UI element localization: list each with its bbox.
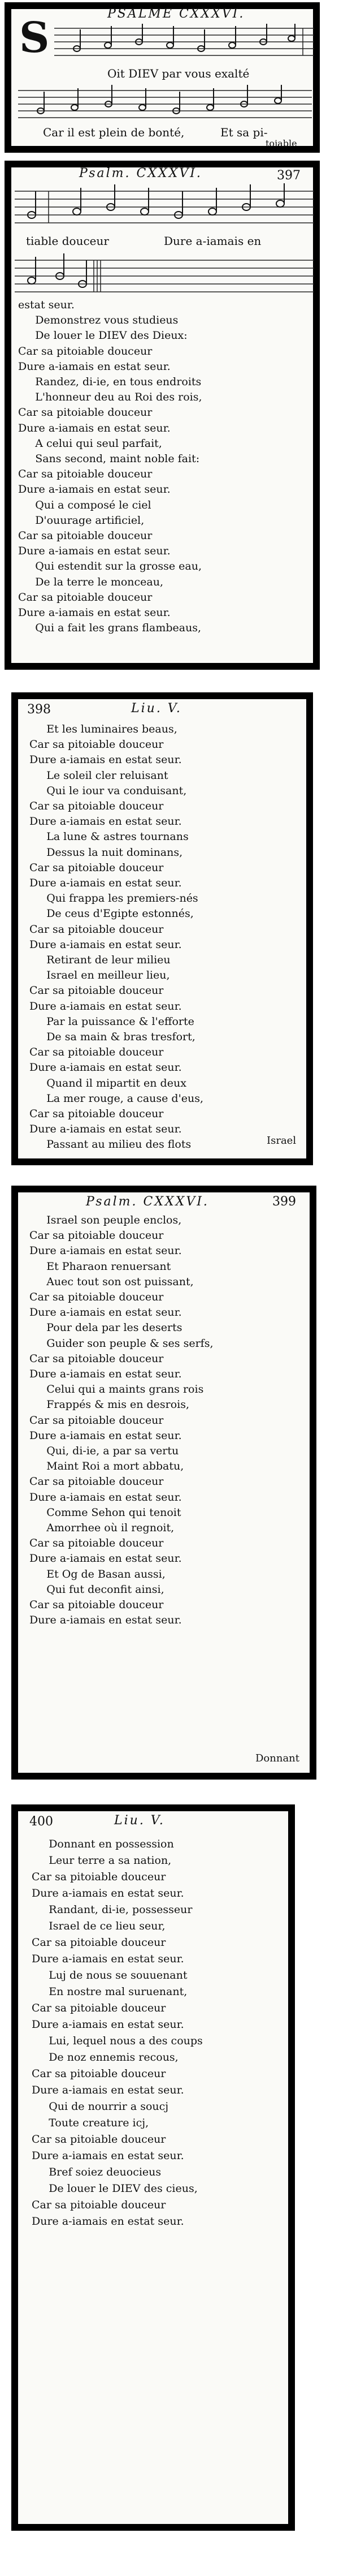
lyric-line: tiable douceur <box>26 234 109 248</box>
page-3 <box>11 692 313 1165</box>
music-staff <box>15 252 314 300</box>
catchword: Israel <box>267 1135 297 1147</box>
lyric-line: Dure a-iamais en <box>164 234 262 248</box>
music-staff <box>18 85 312 124</box>
lyric-line: Car il est plein de bonté, <box>43 126 185 139</box>
running-header: Psalm. CXXXVI. <box>86 1195 209 1209</box>
music-staff <box>54 24 314 63</box>
page-number: 397 <box>277 169 301 183</box>
running-header: Liu. V. <box>131 701 182 716</box>
drop-cap: S <box>19 14 50 62</box>
page-2 <box>5 161 320 670</box>
lyric-line: toiable <box>266 138 297 149</box>
catchword: Donnant <box>255 1752 300 1764</box>
page-5 <box>11 1804 295 2531</box>
psalm-text: Donnant en possession Leur terre a sa nation, Car sa pitoiable douceur Dure a-iamais en estat seur. Randant, di-ie, possesseur Israel de ce lieu seur, Car sa pitoiable douceur Dure a-iamais en estat seur. Luj de nous se souuenant En nostre mal suruenant, Car sa pitoiable douceur Dure a-iamais en estat seur. Lui, lequel nous a des coups De noz ennemis recous, Car sa pitoiable douceur Dure a-iamais en estat seur. Qui de nourrir a soucj Toute creature icj, Car sa pitoiable douceur Dure a-iamais en estat seur. Bref soiez deuocieus De louer le DIEV des cieus, Car sa pitoiable douceur Dure a-iamais en estat seur. <box>32 1838 203 2228</box>
page-4 <box>11 1186 316 1780</box>
psalm-text: estat seur. Demonstrez vous studieus De louer le DIEV des Dieux: Car sa pitoiable douceur Dure a-iamais en estat seur. Randez, di-ie, en tous endroits L'honneur deu au Roi des rois, Car sa pitoiable douceur Dure a-iamais en estat seur. A celui qui seul parfait, Sans second, maint noble fait: Car sa pitoiable douceur Dure a-iamais en estat seur. Qui a composé le ciel D'ouurage artificiel, Car sa pitoiable douceur Dure a-iamais en estat seur. Qui estendit sur la grosse eau, De la terre le monceau, Car sa pitoiable douceur Dure a-iamais en estat seur. Qui a fait les grans flambeaus, <box>18 299 202 635</box>
page-number: 399 <box>272 1195 296 1209</box>
page-title: Psalm. CXXXVI. <box>79 166 202 180</box>
page-number: 398 <box>27 703 51 717</box>
lyric-line: Oit DIEV par vous exalté <box>107 67 250 80</box>
music-staff <box>15 183 314 231</box>
psalm-text: Et les luminaires beaus, Car sa pitoiable douceur Dure a-iamais en estat seur. Le soleil cler reluisant Qui le iour va conduisant, Car sa pitoiable douceur Dure a-iamais en estat seur. La lune & astres tournans Dessus la nuit dominans, Car sa pitoiable douceur Dure a-iamais en estat seur. Qui frappa les premiers-nés De ceus d'Egipte estonnés, Car sa pitoiable douceur Dure a-iamais en estat seur. Retirant de leur milieu Israel en meilleur lieu, Car sa pitoiable douceur Dure a-iamais en estat seur. Par la puissance & l'efforte De sa main & bras tresfort, Car sa pitoiable douceur Dure a-iamais en estat seur. Quand il mipartit en deux La mer rouge, a cause d'eus, Car sa pitoiable douceur Dure a-iamais en estat seur. Passant au milieu des flots <box>29 723 204 1151</box>
page-number: 400 <box>29 1815 53 1829</box>
page-title: PSALME CXXXVI. <box>107 7 245 21</box>
running-header: Liu. V. <box>114 1813 165 1828</box>
psalm-text: Israel son peuple enclos, Car sa pitoiable douceur Dure a-iamais en estat seur. Et Pharaon renuersant Auec tout son ost puissant, Car sa pitoiable douceur Dure a-iamais en estat seur. Pour dela par les deserts Guider son peuple & ses serfs, Car sa pitoiable douceur Dure a-iamais en estat seur. Celui qui a maints grans rois Frappés & mis en desrois, Car sa pitoiable douceur Dure a-iamais en estat seur. Qui, di-ie, a par sa vertu Maint Roi a mort abbatu, Car sa pitoiable douceur Dure a-iamais en estat seur. Comme Sehon qui tenoit Amorrhee où il regnoit, Car sa pitoiable douceur Dure a-iamais en estat seur. Et Og de Basan aussi, Qui fut deconfit ainsi, Car sa pitoiable douceur Dure a-iamais en estat seur. <box>29 1214 214 1627</box>
page-1 <box>5 2 320 153</box>
lyric-line: Et sa pi- <box>220 126 268 139</box>
